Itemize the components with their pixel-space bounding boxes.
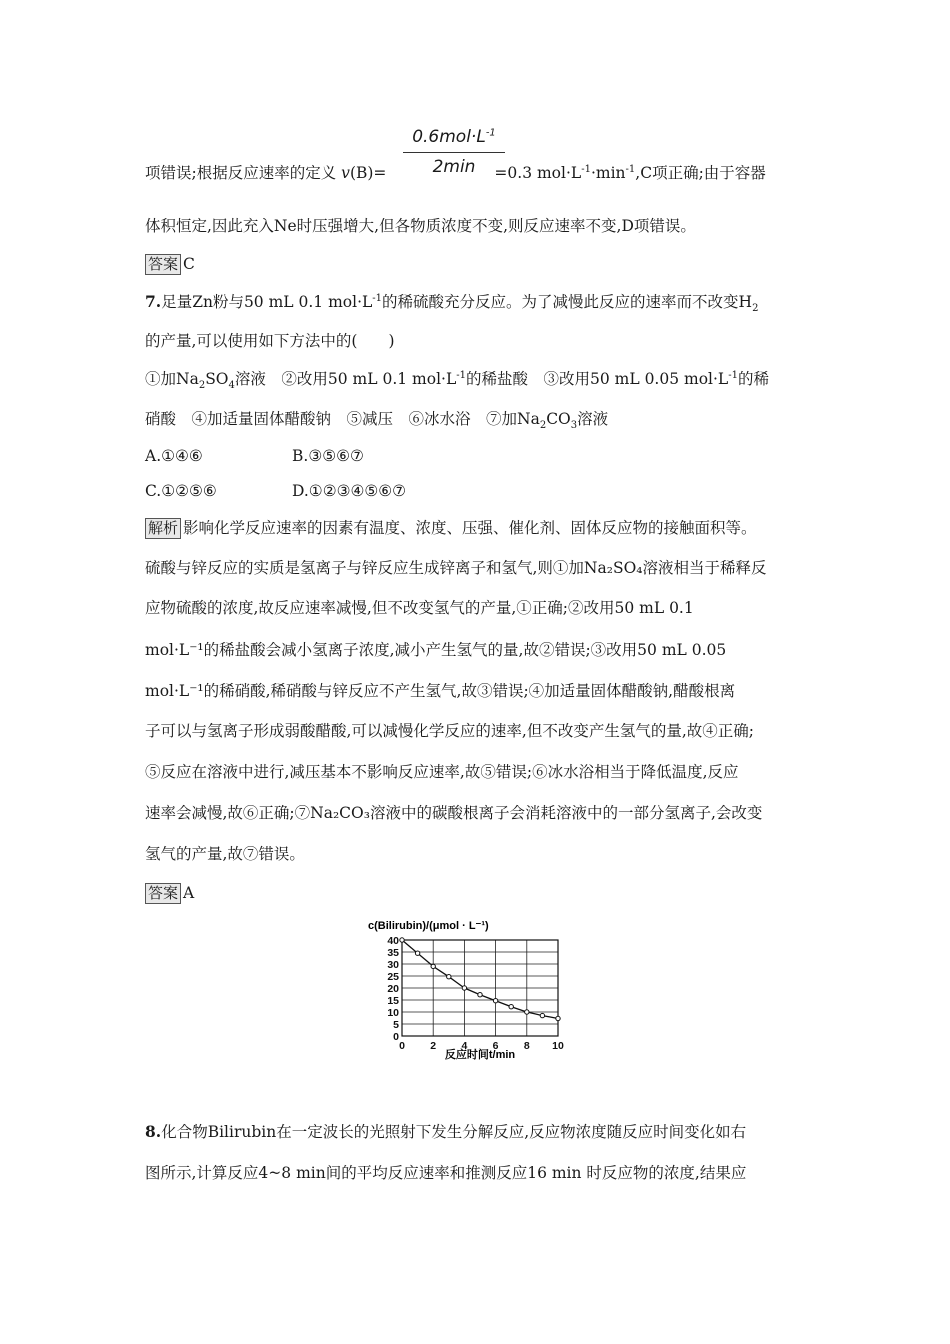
prev-solution-line-1: 项错误;根据反应速率的定义 v(B)= =0.3 $mol\cdot L^{-1}\cdot\min^{-1},C$项正确;由于容器 (145, 163, 766, 182)
q7-analysis-line-5: mol·L⁻¹的稀硝酸,稀硝酸与锌反应不产生氢气,故③错误;④加适量固体醋酸钠,醋酸根离 (145, 682, 736, 700)
data-point (415, 951, 419, 955)
fraction-denominator: 2min (432, 157, 476, 177)
q7-analysis-line-9: 氢气的产量,故⑦错误。 (145, 845, 305, 863)
prev-answer (145, 253, 195, 275)
x-tick-label: 8 (523, 1040, 530, 1052)
y-tick-label: 25 (387, 971, 399, 983)
q7-analysis-line-6: 子可以与氢离子形成弱酸醋酸,可以减慢化学反应的速率,但不改变产生氢气的量,故④正确; (145, 722, 755, 740)
data-point (556, 1016, 560, 1020)
q8-number: 8. (145, 1122, 162, 1141)
q7-methods-line-2: 硝酸 ④加适量固体醋酸钠 ⑤减压 ⑥冰水浴 ⑦加$Na_2CO_3$溶液 (145, 410, 609, 432)
q7-analysis-line-2: 硫酸与锌反应的实质是氢离子与锌反应生成锌离子和氢气,则①加Na₂SO₄溶液相当于稀释反 (145, 559, 767, 577)
x-tick-label: 4 (461, 1040, 468, 1052)
prev-solution-line-2: 体积恒定,因此充入Ne时压强增大,但各物质浓度不变,则反应速率不变,D项错误。 (145, 217, 696, 235)
data-point (493, 999, 497, 1003)
q7-analysis-line-7: ⑤反应在溶液中进行,减压基本不影响反应速率,故⑤错误;⑥冰水浴相当于降低温度,反应 (145, 763, 739, 781)
q8-stem-line-1: 8.化合物Bilirubin在一定波长的光照射下发生分解反应,反应物浓度随反应时间变化如右 (145, 1122, 747, 1141)
x-tick-label: 0 (399, 1040, 405, 1052)
bilirubin-concentration-chart (360, 912, 580, 1062)
q8-stem-line-2: 图所示,计算反应4~8 min间的平均反应速率和推测反应16 min 时反应物的浓度,结果应 (145, 1164, 747, 1182)
y-tick-label: 10 (387, 1007, 399, 1019)
chart-x-label: 反应时间t/min (444, 1049, 516, 1061)
q7-analysis-line-8: 速率会减慢,故⑥正确;⑦Na₂CO₃溶液中的碳酸根离子会消耗溶液中的一部分氢离子,会改变 (145, 804, 763, 822)
x-tick-label: 10 (552, 1040, 564, 1052)
y-tick-label: 40 (387, 935, 399, 947)
q7-stem-line-2: 的产量,可以使用如下方法中的( ) (145, 332, 395, 350)
y-tick-label: 5 (393, 1019, 399, 1031)
chart-y-ticks (387, 935, 399, 1043)
y-tick-label: 15 (387, 995, 399, 1007)
y-tick-label: 0 (393, 1031, 399, 1043)
data-point (447, 975, 451, 979)
option-b: B.③⑤⑥⑦ (292, 447, 364, 465)
data-point (431, 964, 435, 968)
q7-methods-line-1: ①加$Na_2SO_4$溶液 ②改用50 mL 0.1 $mol\cdot L^{-1}$的稀盐酸 ③改用50 mL 0.05 $mol\cdot L^{-1}$的稀 (145, 369, 769, 392)
data-point (509, 1005, 513, 1009)
q7-analysis-line-1: 解析 影响化学反应速率的因素有温度、浓度、压强、催化剂、固体反应物的接触面积等。 (145, 517, 757, 539)
q7-analysis-line-4: mol·L⁻¹的稀盐酸会减小氢离子浓度,减小产生氢气的量,故②错误;③改用50 mL 0.05 (145, 641, 727, 659)
y-tick-label: 20 (387, 983, 399, 995)
q7-number: 7. (145, 292, 162, 311)
data-point (400, 938, 404, 942)
q7-stem-line-1: 7.足量Zn粉与50 mL 0.1 $mol\cdot L^{-1}$的稀硫酸充分反应。为了减慢此反应的速率而不改变$H_2$ (145, 292, 759, 315)
analysis-tag: 解析 (145, 518, 181, 539)
q7-analysis-line-3: 应物硫酸的浓度,故反应速率减慢,但不改变氢气的产量,①正确;②改用50 mL 0.1 (145, 599, 694, 617)
option-c: C.①②⑤⑥ (145, 482, 217, 500)
answer-value: C (183, 255, 195, 273)
y-tick-label: 30 (387, 959, 399, 971)
data-point (462, 986, 466, 990)
option-a: A.①④⑥ (145, 447, 203, 465)
data-point (478, 993, 482, 997)
y-tick-label: 35 (387, 947, 399, 959)
chart-grid (402, 940, 558, 1036)
option-d: D.①②③④⑤⑥⑦ (292, 482, 407, 500)
x-tick-label: 6 (492, 1040, 499, 1052)
data-point (540, 1013, 544, 1017)
chart-y-label: c(Bilirubin)/(μmol · L⁻¹) (368, 920, 489, 932)
answer-value: A (183, 884, 195, 902)
answer-tag: 答案 (145, 883, 181, 904)
answer-tag: 答案 (145, 254, 181, 275)
x-tick-label: 2 (430, 1040, 437, 1052)
fraction-numerator: $0.6mol\cdot L^{-1}$ (403, 122, 505, 153)
chart-series (400, 938, 560, 1021)
data-point (525, 1010, 529, 1014)
q7-answer (145, 882, 194, 904)
